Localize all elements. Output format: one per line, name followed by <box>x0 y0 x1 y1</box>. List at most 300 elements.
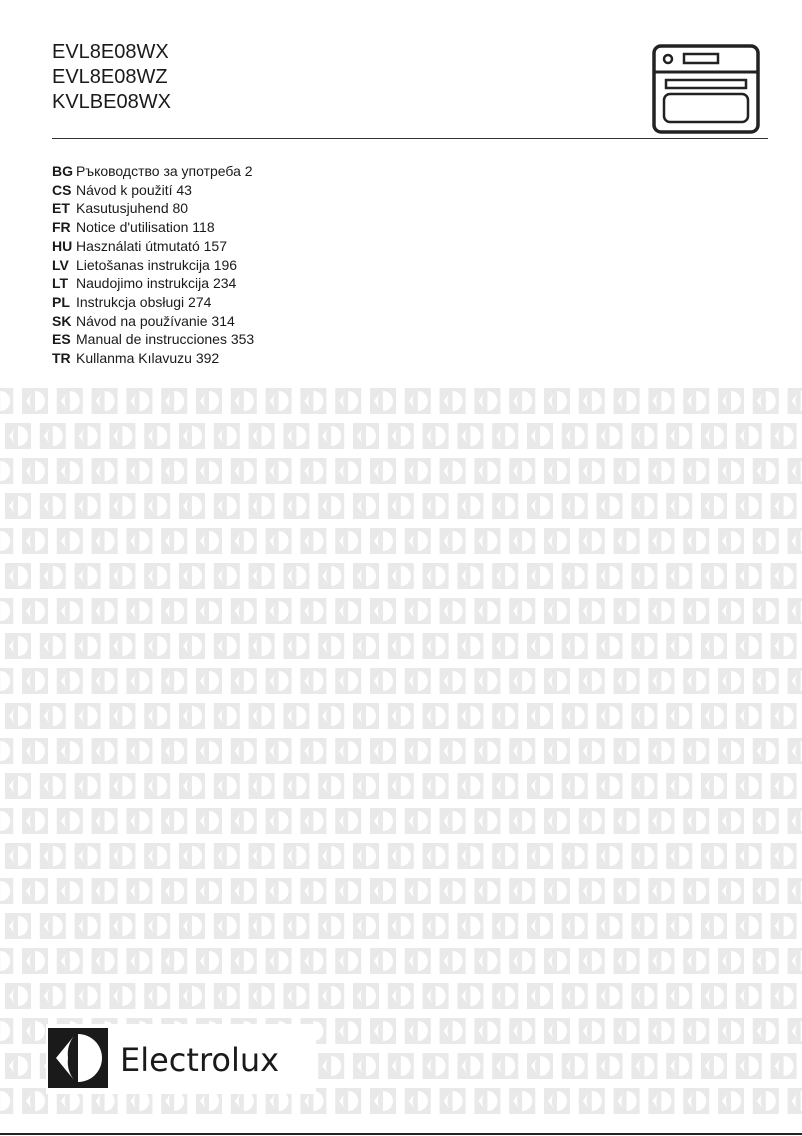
language-entry <box>52 218 254 237</box>
pattern-tile <box>788 738 802 764</box>
pattern-tile <box>492 1053 518 1079</box>
pattern-tile <box>126 388 152 414</box>
pattern-tile <box>474 878 500 904</box>
pattern-tile <box>353 703 379 729</box>
pattern-tile <box>335 388 361 414</box>
pattern-tile <box>161 598 187 624</box>
pattern-tile <box>457 843 483 869</box>
pattern-tile <box>457 563 483 589</box>
pattern-tile <box>648 1018 674 1044</box>
pattern-tile <box>701 1053 727 1079</box>
pattern-tile <box>718 1018 744 1044</box>
pattern-tile <box>753 738 779 764</box>
pattern-tile <box>597 563 623 589</box>
pattern-tile <box>423 843 449 869</box>
language-entry <box>52 349 254 368</box>
model-number: EVL8E08WX <box>52 41 169 63</box>
pattern-tile <box>57 878 83 904</box>
pattern-tile <box>666 563 692 589</box>
pattern-tile <box>597 1053 623 1079</box>
pattern-tile <box>509 668 535 694</box>
pattern-tile <box>370 668 396 694</box>
pattern-tile <box>788 878 802 904</box>
pattern-tile <box>249 703 275 729</box>
pattern-tile <box>0 458 13 484</box>
brand-pattern-background <box>0 388 802 1123</box>
pattern-tile <box>753 878 779 904</box>
pattern-tile <box>423 703 449 729</box>
pattern-tile <box>0 528 13 554</box>
pattern-tile <box>161 878 187 904</box>
pattern-tile <box>196 598 222 624</box>
pattern-tile <box>631 843 657 869</box>
pattern-tile <box>405 808 431 834</box>
pattern-tile <box>179 983 205 1009</box>
pattern-tile <box>771 773 797 799</box>
pattern-tile <box>457 913 483 939</box>
pattern-tile <box>457 493 483 519</box>
pattern-tile <box>22 388 48 414</box>
pattern-tile <box>718 668 744 694</box>
pattern-tile <box>753 948 779 974</box>
pattern-tile <box>283 843 309 869</box>
pattern-tile <box>440 388 466 414</box>
pattern-tile <box>161 528 187 554</box>
pattern-tile <box>179 703 205 729</box>
pattern-tile <box>266 878 292 904</box>
pattern-tile <box>300 808 326 834</box>
pattern-tile <box>579 598 605 624</box>
pattern-tile <box>579 668 605 694</box>
pattern-tile <box>196 668 222 694</box>
pattern-tile <box>57 388 83 414</box>
pattern-tile <box>683 598 709 624</box>
pattern-tile <box>109 633 135 659</box>
pattern-tile <box>423 1053 449 1079</box>
language-code: ES <box>52 331 71 348</box>
pattern-tile <box>0 738 13 764</box>
pattern-tile <box>683 738 709 764</box>
pattern-tile <box>161 388 187 414</box>
pattern-tile <box>753 528 779 554</box>
pattern-tile <box>544 668 570 694</box>
pattern-tile <box>718 738 744 764</box>
pattern-tile <box>266 458 292 484</box>
pattern-tile <box>231 668 257 694</box>
pattern-tile <box>353 983 379 1009</box>
pattern-tile <box>509 948 535 974</box>
language-code: BG <box>52 163 73 179</box>
pattern-tile <box>771 633 797 659</box>
pattern-tile <box>440 598 466 624</box>
pattern-tile <box>701 633 727 659</box>
language-code: SK <box>52 312 72 329</box>
pattern-tile <box>440 878 466 904</box>
pattern-tile <box>683 948 709 974</box>
pattern-tile <box>214 983 240 1009</box>
pattern-tile <box>666 1053 692 1079</box>
pattern-tile <box>457 773 483 799</box>
pattern-tile <box>683 668 709 694</box>
pattern-tile <box>196 528 222 554</box>
pattern-tile <box>388 423 414 449</box>
pattern-tile <box>126 598 152 624</box>
pattern-tile <box>423 913 449 939</box>
pattern-tile <box>318 983 344 1009</box>
pattern-tile <box>701 493 727 519</box>
pattern-tile <box>631 773 657 799</box>
pattern-tile <box>492 703 518 729</box>
pattern-tile <box>614 1088 640 1114</box>
pattern-tile <box>231 458 257 484</box>
pattern-tile <box>718 388 744 414</box>
pattern-tile <box>597 493 623 519</box>
pattern-tile <box>249 633 275 659</box>
pattern-tile <box>597 913 623 939</box>
pattern-tile <box>0 388 13 414</box>
pattern-tile <box>440 668 466 694</box>
language-title-page: Manual de instrucciones 353 <box>76 331 255 348</box>
language-entry <box>52 330 254 349</box>
model-number: EVL8E08WZ <box>52 66 168 88</box>
language-code: CS <box>52 181 72 198</box>
pattern-tile <box>527 773 553 799</box>
pattern-tile <box>597 423 623 449</box>
pattern-tile <box>683 1018 709 1044</box>
pattern-tile <box>214 773 240 799</box>
pattern-tile <box>126 808 152 834</box>
pattern-tile <box>353 563 379 589</box>
pattern-tile <box>492 633 518 659</box>
pattern-tile <box>509 1088 535 1114</box>
pattern-tile <box>683 388 709 414</box>
pattern-tile <box>249 773 275 799</box>
pattern-tile <box>214 703 240 729</box>
pattern-tile <box>318 563 344 589</box>
language-title-page: Kullanma Kılavuzu 392 <box>76 350 220 367</box>
pattern-tile <box>509 458 535 484</box>
pattern-tile <box>283 493 309 519</box>
pattern-tile <box>144 703 170 729</box>
pattern-tile <box>144 983 170 1009</box>
pattern-tile <box>457 423 483 449</box>
pattern-tile <box>562 983 588 1009</box>
pattern-tile <box>5 1053 31 1079</box>
pattern-tile <box>388 1053 414 1079</box>
pattern-tile <box>544 808 570 834</box>
pattern-tile <box>666 423 692 449</box>
pattern-tile <box>440 738 466 764</box>
pattern-tile <box>109 983 135 1009</box>
pattern-tile <box>144 843 170 869</box>
pattern-tile <box>631 703 657 729</box>
pattern-tile <box>266 598 292 624</box>
pattern-tile <box>666 493 692 519</box>
pattern-tile <box>718 528 744 554</box>
pattern-tile <box>179 563 205 589</box>
pattern-tile <box>492 983 518 1009</box>
pattern-tile <box>597 773 623 799</box>
pattern-tile <box>788 808 802 834</box>
pattern-tile <box>771 913 797 939</box>
pattern-tile <box>405 668 431 694</box>
pattern-tile <box>683 528 709 554</box>
pattern-tile <box>753 1088 779 1114</box>
pattern-tile <box>423 983 449 1009</box>
pattern-tile <box>648 1088 674 1114</box>
pattern-tile <box>300 458 326 484</box>
pattern-tile <box>370 1088 396 1114</box>
pattern-tile <box>196 808 222 834</box>
pattern-tile <box>701 773 727 799</box>
pattern-tile <box>300 598 326 624</box>
pattern-tile <box>614 668 640 694</box>
pattern-tile <box>683 878 709 904</box>
pattern-tile <box>753 808 779 834</box>
pattern-tile <box>788 948 802 974</box>
pattern-tile <box>300 528 326 554</box>
pattern-tile <box>631 493 657 519</box>
pattern-tile <box>300 878 326 904</box>
pattern-tile <box>788 458 802 484</box>
pattern-tile <box>5 773 31 799</box>
pattern-tile <box>196 878 222 904</box>
pattern-tile <box>109 493 135 519</box>
language-entry <box>52 312 254 331</box>
pattern-tile <box>283 423 309 449</box>
language-index <box>52 162 254 368</box>
pattern-tile <box>283 633 309 659</box>
pattern-tile <box>196 458 222 484</box>
pattern-tile <box>474 948 500 974</box>
pattern-tile <box>648 808 674 834</box>
pattern-tile <box>753 668 779 694</box>
pattern-tile <box>544 948 570 974</box>
pattern-tile <box>579 1018 605 1044</box>
language-entry <box>52 293 254 312</box>
pattern-tile <box>75 773 101 799</box>
pattern-tile <box>788 1018 802 1044</box>
pattern-tile <box>771 493 797 519</box>
pattern-tile <box>509 388 535 414</box>
pattern-tile <box>318 633 344 659</box>
pattern-tile <box>179 843 205 869</box>
pattern-tile <box>544 738 570 764</box>
pattern-tile <box>109 703 135 729</box>
pattern-tile <box>22 738 48 764</box>
pattern-tile <box>283 913 309 939</box>
language-title-page: Návod na používanie 314 <box>76 312 235 329</box>
pattern-tile <box>492 423 518 449</box>
pattern-tile <box>318 843 344 869</box>
pattern-tile <box>161 668 187 694</box>
pattern-tile <box>231 388 257 414</box>
pattern-tile <box>144 563 170 589</box>
pattern-tile <box>631 983 657 1009</box>
pattern-tile <box>5 983 31 1009</box>
pattern-tile <box>788 668 802 694</box>
pattern-tile <box>474 598 500 624</box>
pattern-tile <box>666 983 692 1009</box>
language-code: FR <box>52 219 71 236</box>
pattern-tile <box>388 773 414 799</box>
pattern-tile <box>579 738 605 764</box>
pattern-tile <box>562 493 588 519</box>
pattern-tile <box>788 598 802 624</box>
pattern-tile <box>614 388 640 414</box>
pattern-tile <box>22 528 48 554</box>
pattern-tile <box>266 528 292 554</box>
pattern-tile <box>509 528 535 554</box>
pattern-tile <box>701 843 727 869</box>
pattern-tile <box>562 423 588 449</box>
pattern-tile <box>614 528 640 554</box>
pattern-tile <box>683 1088 709 1114</box>
pattern-tile <box>405 878 431 904</box>
pattern-tile <box>648 738 674 764</box>
pattern-tile <box>214 913 240 939</box>
pattern-tile <box>318 773 344 799</box>
pattern-tile <box>579 528 605 554</box>
pattern-tile <box>753 598 779 624</box>
pattern-tile <box>40 493 66 519</box>
pattern-tile <box>562 843 588 869</box>
pattern-tile <box>353 1053 379 1079</box>
language-code: PL <box>52 293 70 310</box>
pattern-tile <box>249 493 275 519</box>
pattern-tile <box>388 633 414 659</box>
pattern-tile <box>388 843 414 869</box>
pattern-tile <box>562 633 588 659</box>
pattern-tile <box>214 633 240 659</box>
pattern-tile <box>92 948 118 974</box>
pattern-tile <box>527 633 553 659</box>
pattern-tile <box>509 808 535 834</box>
language-code: LV <box>52 256 69 273</box>
pattern-tile <box>109 843 135 869</box>
pattern-tile <box>283 773 309 799</box>
brand-name: Electrolux <box>120 1041 280 1079</box>
pattern-tile <box>40 913 66 939</box>
pattern-tile <box>423 633 449 659</box>
pattern-tile <box>370 948 396 974</box>
pattern-tile <box>474 738 500 764</box>
pattern-tile <box>0 1088 13 1114</box>
pattern-tile <box>423 493 449 519</box>
pattern-tile <box>370 878 396 904</box>
pattern-tile <box>440 458 466 484</box>
pattern-tile <box>683 458 709 484</box>
pattern-tile <box>144 913 170 939</box>
pattern-tile <box>527 913 553 939</box>
pattern-tile <box>648 598 674 624</box>
pattern-tile <box>423 773 449 799</box>
pattern-tile <box>701 913 727 939</box>
pattern-tile <box>648 458 674 484</box>
pattern-tile <box>335 878 361 904</box>
pattern-tile <box>509 1018 535 1044</box>
pattern-tile <box>405 1088 431 1114</box>
pattern-tile <box>92 738 118 764</box>
pattern-tile <box>75 633 101 659</box>
pattern-tile <box>370 458 396 484</box>
pattern-tile <box>144 423 170 449</box>
pattern-tile <box>527 423 553 449</box>
pattern-tile <box>388 983 414 1009</box>
pattern-tile <box>40 563 66 589</box>
pattern-tile <box>736 493 762 519</box>
pattern-tile <box>492 773 518 799</box>
language-title-page: Naudojimo instrukcija 234 <box>76 275 237 292</box>
pattern-tile <box>335 598 361 624</box>
pattern-tile <box>771 563 797 589</box>
pattern-tile <box>179 423 205 449</box>
pattern-tile <box>249 423 275 449</box>
pattern-tile <box>300 668 326 694</box>
pattern-tile <box>126 458 152 484</box>
pattern-tile <box>22 1018 48 1044</box>
pattern-tile <box>666 773 692 799</box>
pattern-tile <box>196 738 222 764</box>
pattern-tile <box>771 983 797 1009</box>
pattern-tile <box>648 388 674 414</box>
pattern-tile <box>388 913 414 939</box>
pattern-tile <box>22 668 48 694</box>
pattern-tile <box>92 598 118 624</box>
pattern-tile <box>370 598 396 624</box>
pattern-tile <box>579 878 605 904</box>
pattern-tile <box>57 948 83 974</box>
pattern-tile <box>492 563 518 589</box>
pattern-tile <box>22 598 48 624</box>
pattern-tile <box>370 808 396 834</box>
pattern-tile <box>161 948 187 974</box>
pattern-tile <box>648 668 674 694</box>
pattern-tile <box>614 948 640 974</box>
pattern-tile <box>474 668 500 694</box>
pattern-tile <box>736 1053 762 1079</box>
pattern-tile <box>544 1018 570 1044</box>
pattern-tile <box>562 563 588 589</box>
pattern-tile <box>214 843 240 869</box>
pattern-tile <box>423 423 449 449</box>
pattern-tile <box>231 598 257 624</box>
pattern-tile <box>126 738 152 764</box>
pattern-tile <box>544 1088 570 1114</box>
pattern-tile <box>457 1053 483 1079</box>
pattern-tile <box>231 738 257 764</box>
pattern-tile <box>771 1053 797 1079</box>
pattern-tile <box>388 493 414 519</box>
pattern-tile <box>701 423 727 449</box>
pattern-tile <box>318 913 344 939</box>
pattern-tile <box>718 878 744 904</box>
pattern-tile <box>109 913 135 939</box>
pattern-tile <box>736 913 762 939</box>
pattern-tile <box>266 388 292 414</box>
pattern-tile <box>5 493 31 519</box>
pattern-tile <box>214 563 240 589</box>
pattern-tile <box>736 423 762 449</box>
pattern-tile <box>405 948 431 974</box>
pattern-tile <box>440 1018 466 1044</box>
pattern-tile <box>527 1053 553 1079</box>
pattern-tile <box>614 808 640 834</box>
pattern-tile <box>249 913 275 939</box>
pattern-tile <box>57 668 83 694</box>
pattern-tile <box>457 703 483 729</box>
language-title-page: Instrukcja obsługi 274 <box>76 293 212 310</box>
